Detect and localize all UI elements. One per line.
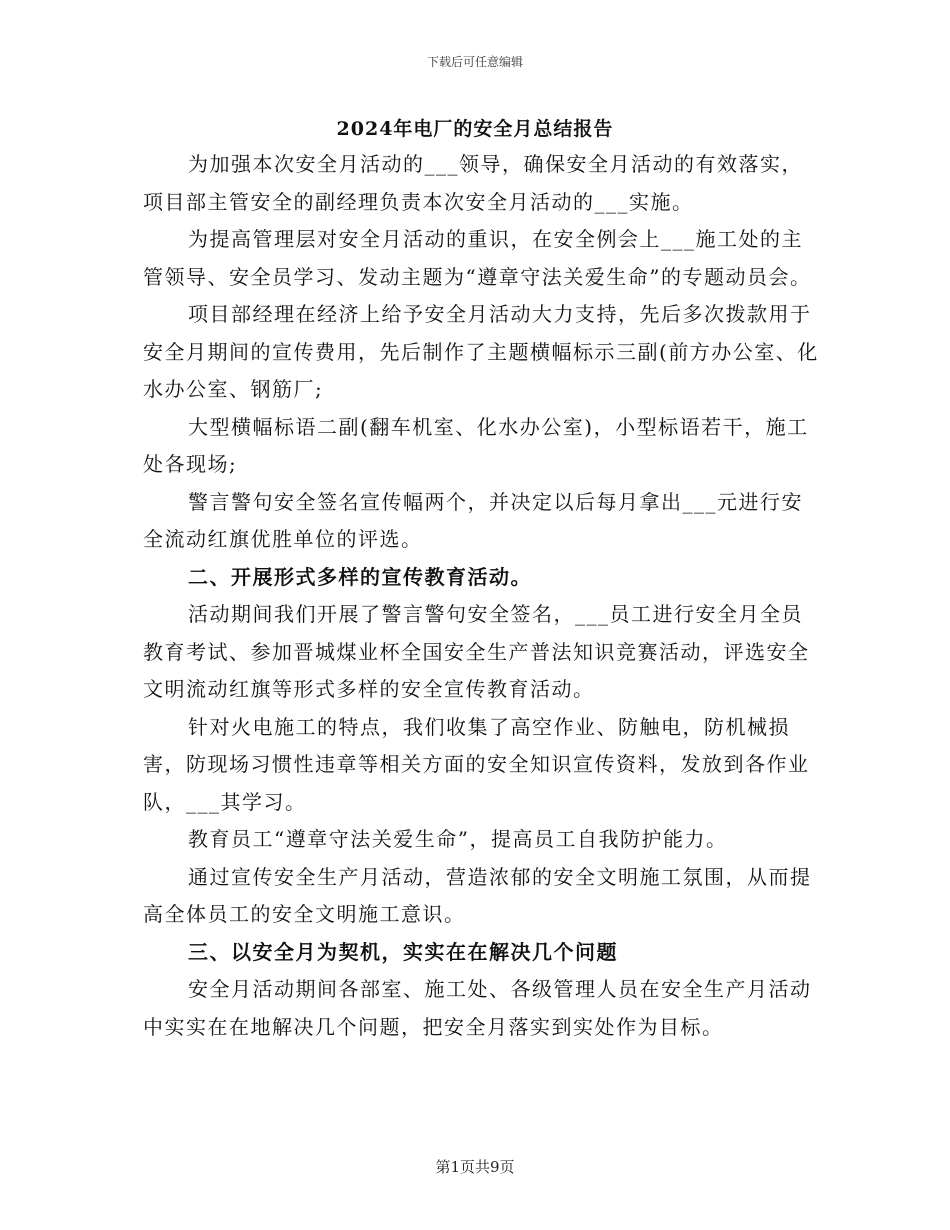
paragraph: 通过宣传安全生产月活动，营造浓郁的安全文明施工氛围，从而提高全体员工的安全文明施工意识。 — [143, 864, 812, 926]
section-heading: 三、以安全月为契机，实实在在解决几个问题 — [188, 939, 618, 964]
paragraph: 项目部经理在经济上给予安全月活动大力支持，先后多次拨款用于安全月期间的宣传费用，先后制作了主题横幅标示三副(前方办公室、化水办公室、钢筋厂; — [143, 302, 819, 401]
page-header-note: 下载后可任意编辑 — [426, 55, 523, 69]
document-title: 2024年电厂的安全月总结报告 — [336, 118, 614, 140]
paragraph: 警言警句安全签名宣传幅两个，并决定以后每月拿出___元进行安全流动红旗优胜单位的评选。 — [143, 489, 803, 551]
document-body — [143, 146, 823, 1046]
paragraph: 活动期间我们开展了警言警句安全签名，___员工进行安全月全员教育考试、参加晋城煤业杯全国安全生产普法知识竞赛活动，评选安全文明流动红旗等形式多样的安全宣传教育活动。 — [143, 602, 810, 701]
paragraph: 大型横幅标语二副(翻车机室、化水办公室)，小型标语若干，施工处各现场; — [143, 414, 809, 476]
paragraph: 针对火电施工的特点，我们收集了高空作业、防触电，防机械损害，防现场习惯性违章等相关方面的安全知识宣传资料，发放到各作业队，___其学习。 — [143, 714, 810, 814]
paragraph: 安全月活动期间各部室、施工处、各级管理人员在安全生产月活动中实实在在地解决几个问题，把安全月落实到实处作为目标。 — [143, 977, 812, 1039]
section-heading: 二、开展形式多样的宣传教育活动。 — [188, 564, 532, 589]
page-number: 第1页共9页 — [435, 1158, 515, 1176]
paragraph: 为加强本次安全月活动的___领导，确保安全月活动的有效落实，项目部主管安全的副经理负责本次安全月活动的___实施。 — [143, 152, 803, 214]
paragraph: 为提高管理层对安全月活动的重识，在安全例会上___施工处的主管领导、安全员学习、发动主题为“遵章守法关爱生命”的专题动员会。 — [143, 227, 812, 289]
paragraph: 教育员工“遵章守法关爱生命”，提高员工自我防护能力。 — [188, 827, 728, 851]
